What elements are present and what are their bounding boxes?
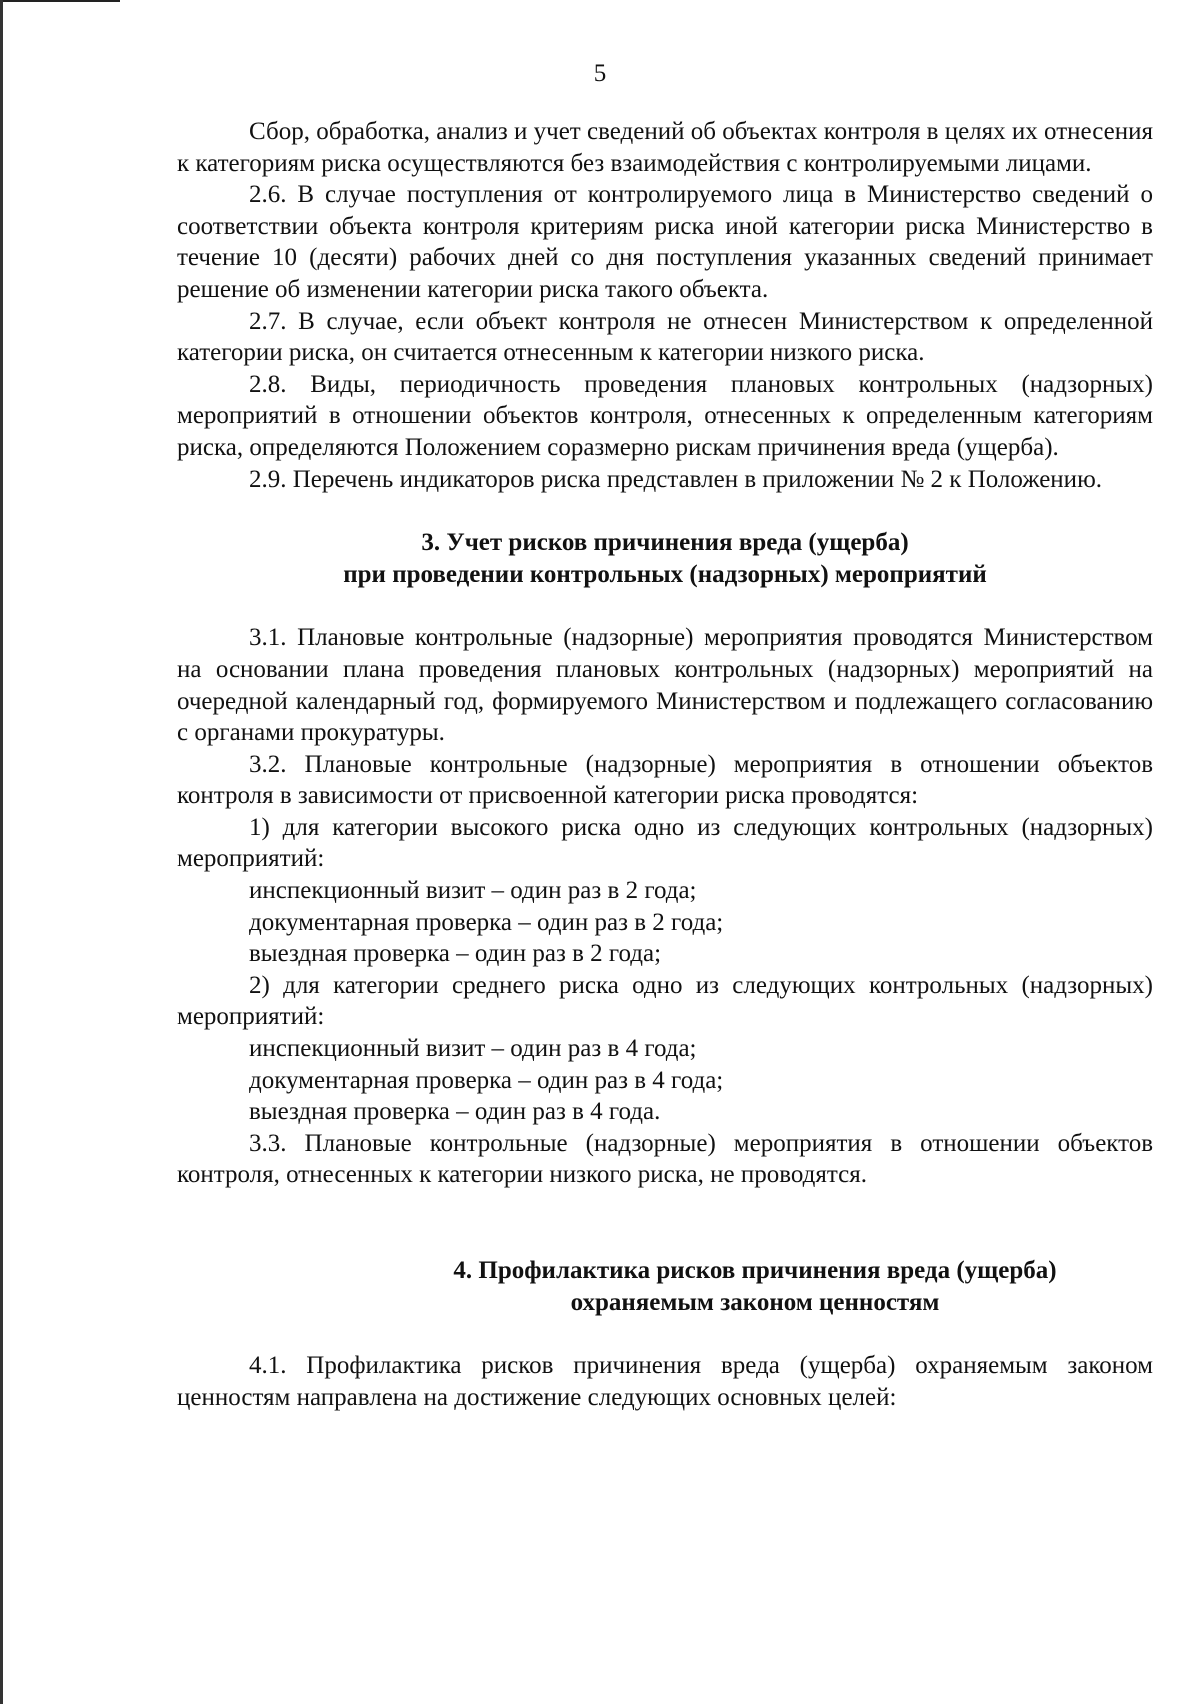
paragraph: Сбор, обработка, анализ и учет сведений об объектах контроля в целях их отнесения к категориям риска осуществляются без взаимодействия с контролируемыми лицами. [177, 118, 1153, 177]
scan-edge-left [0, 0, 3, 1704]
section-heading-4 [177, 1255, 1153, 1318]
section-heading-4-line-2: охраняемым законом ценностям [570, 1288, 940, 1316]
list-item: выездная проверка – один раз в 4 года. [249, 1098, 661, 1126]
document-body [177, 116, 1153, 1413]
list-item: инспекционный визит – один раз в 4 года; [249, 1035, 697, 1063]
section-heading-4-line-1: 4. Профилактика рисков причинения вреда (ущерба) [453, 1257, 1057, 1284]
paragraph-2-9: 2.9. Перечень индикаторов риска представлен в приложении № 2 к Положению. [249, 465, 1102, 493]
list-item-high-risk: 1) для категории высокого риска одно из следующих контрольных (надзорных) мероприятий: [177, 813, 1153, 873]
paragraph-4-1: 4.1. Профилактика рисков причинения вреда (ущерба) охраняемым законом ценностям направлена на достижение следующих основных целей: [177, 1352, 1153, 1411]
paragraph-3-1: 3.1. Плановые контрольные (надзорные) мероприятия проводятся Министерством на основании плана проведения плановых контрольных (надзорных) мероприятий на очередной календарный год, формируемого Министерством и подлежащего согласованию с органами прокуратуры. [177, 624, 1153, 747]
section-heading-3-line-2: при проведении контрольных (надзорных) мероприятий [343, 560, 987, 588]
section-heading-3 [177, 527, 1153, 590]
list-item: выездная проверка – один раз в 2 года; [249, 940, 662, 968]
paragraph-3-3: 3.3. Плановые контрольные (надзорные) мероприятия в отношении объектов контроля, отнесенных к категории низкого риска, не проводятся. [177, 1129, 1153, 1189]
paragraph-2-6: 2.6. В случае поступления от контролируемого лица в Министерство сведений о соответствии объекта контроля критериям риска иной категории риска Министерство в течение 10 (десяти) рабочих дней со дня поступления указанных сведений принимает решение об изменении категории риска такого объекта. [177, 181, 1153, 303]
list-item: документарная проверка – один раз в 2 года; [249, 908, 724, 936]
paragraph-2-8: 2.8. Виды, периодичность проведения плановых контрольных (надзорных) мероприятий в отношении объектов контроля, отнесенных к определенным категориям риска, определяются Положением соразмерно рискам причинения вреда (ущерба). [177, 370, 1153, 461]
page-number: 5 [593, 60, 607, 87]
paragraph-2-7: 2.7. В случае, если объект контроля не отнесен Министерством к определенной категории риска, он считается отнесенным к категории низкого риска. [177, 307, 1153, 367]
list-item: документарная проверка – один раз в 4 года; [249, 1066, 724, 1094]
list-item-medium-risk: 2) для категории среднего риска одно из следующих контрольных (надзорных) мероприятий: [177, 971, 1153, 1031]
list-item: инспекционный визит – один раз в 2 года; [249, 877, 697, 905]
paragraph-3-2: 3.2. Плановые контрольные (надзорные) мероприятия в отношении объектов контроля в зависимости от присвоенной категории риска проводятся: [177, 750, 1153, 810]
section-heading-3-line-1: 3. Учет рисков причинения вреда (ущерба) [421, 529, 909, 557]
scan-edge-top [0, 0, 120, 2]
